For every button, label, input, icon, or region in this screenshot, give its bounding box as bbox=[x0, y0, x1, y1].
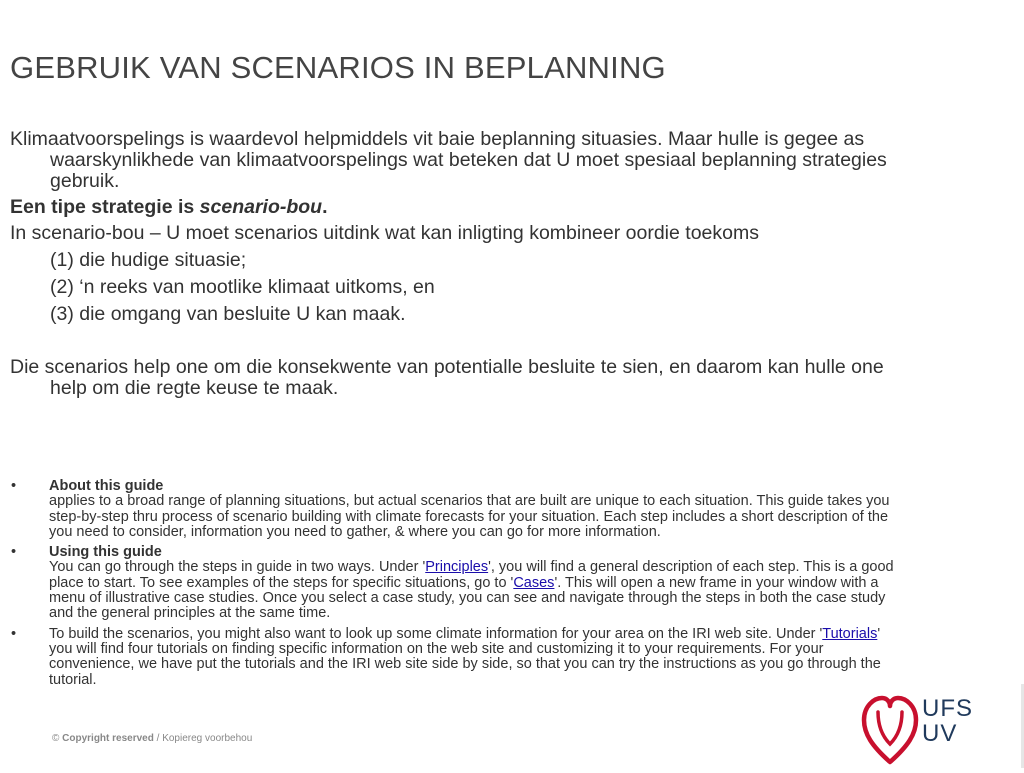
note-text: ' you will find four tutorials on finding specific information on the web site and customizing it to your requirements. For your convenience, we have put the tutorials and the IRI web site side by side, so that you can try the instructions as you go through the tutorial. bbox=[49, 625, 881, 688]
note-text: You can go through the steps in guide in two ways. Under ' bbox=[49, 559, 426, 576]
copyright-notice bbox=[52, 733, 252, 744]
conclusion-paragraph: Die scenarios help one om die konsekwente van potentialle besluite te sien, en daarom kan hulle one help om die regte keuse te maak. bbox=[10, 356, 884, 399]
note-heading: About this guide bbox=[49, 478, 164, 494]
logo-line-uv: UV bbox=[922, 720, 958, 747]
note-about-guide bbox=[10, 479, 905, 540]
copyright-icon: © bbox=[52, 733, 60, 744]
page-title: GEBRUIK VAN SCENARIOS IN BEPLANNING bbox=[10, 50, 666, 85]
bullet-icon: • bbox=[11, 625, 17, 642]
guide-notes bbox=[10, 479, 905, 693]
copyright-translation: / Kopiereg voorbehou bbox=[153, 733, 253, 744]
note-text: applies to a broad range of planning situations, but actual scenarios that are built are unique to each situation. This guide takes you step-by-step thru process of scenario building with climate forecasts for your situation. Each step includes a short description of the you need to consider, information you need to gather, & where you can go for more information. bbox=[49, 493, 890, 540]
cases-link[interactable]: Cases bbox=[513, 574, 555, 591]
main-content bbox=[10, 129, 900, 399]
list-item: (3) die omgang van besluite U kan maak. bbox=[50, 303, 406, 325]
strategy-paragraph bbox=[10, 197, 900, 218]
bullet-icon: • bbox=[11, 478, 17, 494]
intro-paragraph: Klimaatvoorspelings is waardevol helpmiddels vit baie beplanning situasies. Maar hulle is gegee as waarskynlikhede van klimaatvoorspelings wat beteken dat U moet spesiaal beplanning strategies gebruik. bbox=[10, 128, 887, 192]
note-heading: Using this guide bbox=[49, 544, 162, 561]
note-using-guide bbox=[10, 545, 905, 621]
note-text: To build the scenarios, you might also want to look up some climate information for your area on the IRI web site. Under ' bbox=[49, 625, 823, 642]
tutorials-link[interactable]: Tutorials bbox=[822, 625, 878, 642]
ufs-logo bbox=[860, 684, 1000, 768]
note-text: ', you will find a general description of each step. This is a good place to start. To see examples of the steps for specific situations, go to ' bbox=[49, 559, 894, 591]
copyright-label: Copyright reserved bbox=[62, 733, 154, 744]
note-build-scenarios bbox=[10, 627, 905, 688]
principles-link[interactable]: Principles bbox=[425, 559, 489, 576]
logo-wordmark bbox=[922, 696, 973, 746]
heart-emblem-icon bbox=[860, 684, 920, 768]
list-item: (1) die hudige situasie; bbox=[50, 249, 247, 271]
strategy-suffix: . bbox=[322, 196, 328, 218]
strategy-prefix: Een tipe strategie is bbox=[10, 196, 200, 218]
logo-line-ufs: UFS bbox=[922, 695, 973, 722]
scenario-building-paragraph: In scenario-bou – U moet scenarios uitdink wat kan inligting kombineer oordie toekoms bbox=[10, 222, 759, 244]
note-text: '. This will open a new frame in your window with a menu of illustrative case studies. Once you select a case study, you can see and navigate through the steps in both the case study and the general principles at the same time. bbox=[49, 574, 886, 622]
list-item: (2) ‘n reeks van mootlike klimaat uitkoms, en bbox=[50, 276, 435, 298]
bullet-icon: • bbox=[11, 544, 17, 561]
strategy-term: scenario-bou bbox=[199, 196, 323, 218]
